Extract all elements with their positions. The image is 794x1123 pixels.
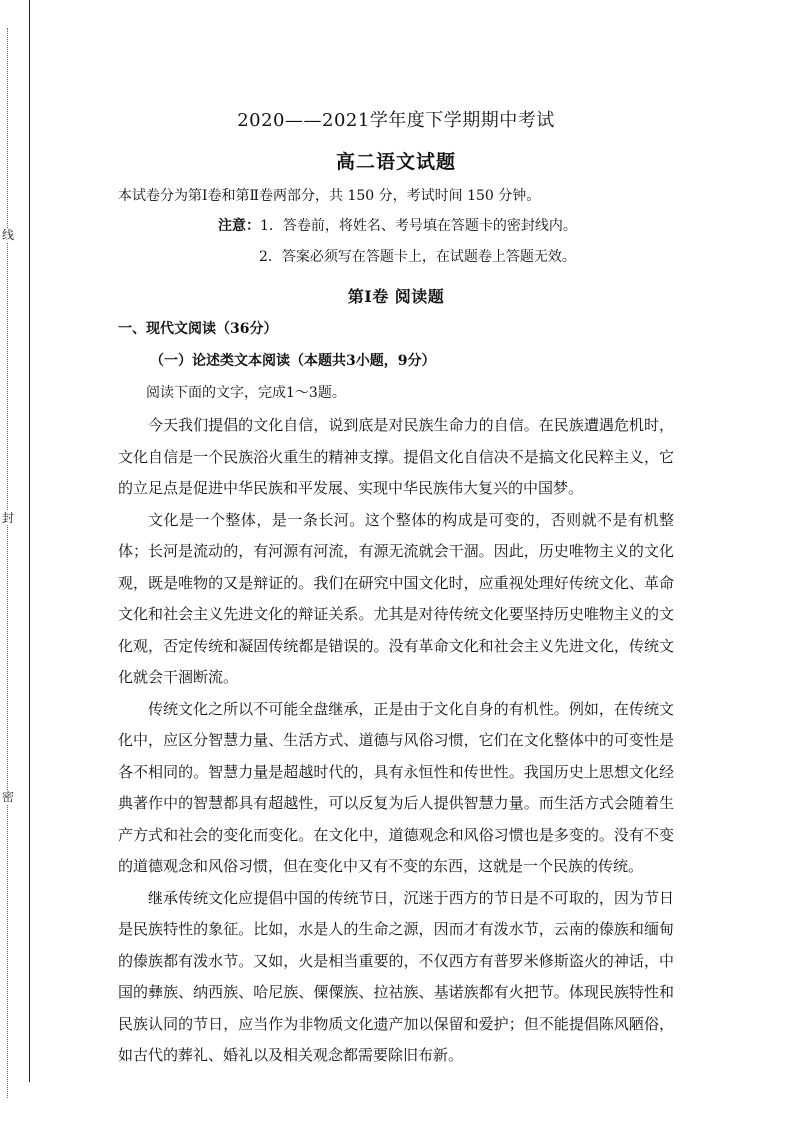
section-heading: 一、现代文阅读（36分）	[118, 321, 278, 337]
reading-passage	[118, 410, 674, 1072]
subsection-heading: （一）论述类文本阅读（本题共3小题，9分）	[150, 353, 436, 369]
reading-instruction: 阅读下面的文字，完成1～3题。	[146, 385, 346, 401]
seal-line-dotted	[7, 28, 8, 1098]
notice-text-1: 1．答卷前，将姓名、考号填在答题卡的密封线内。	[260, 218, 577, 234]
seal-label-feng: 封	[1, 511, 14, 525]
seal-label-xian: 线	[1, 228, 14, 242]
passage-paragraph: 今天我们提倡的文化自信，说到底是对民族生命力的自信。在民族遭遇危机时，文化自信是一个民族浴火重生的精神支撑。提倡文化自信决不是搞文化民粹主义，它的立足点是促进中华民族和平发展、实现中华民族伟大复兴的中国梦。	[118, 416, 674, 497]
part-title: 第Ⅰ卷 阅读题	[347, 287, 445, 306]
exam-intro: 本试卷分为第Ⅰ卷和第Ⅱ卷两部分，共 150 分，考试时间 150 分钟。	[118, 188, 541, 204]
exam-title: 2020——2021学年度下学期期中考试	[237, 110, 555, 131]
notice-item-2: 2．答案必须写在答题卡上，在试题卷上答题无效。	[259, 249, 576, 265]
margin-rule	[29, 0, 30, 1082]
notice-label: 注意：	[218, 218, 260, 234]
exam-subtitle: 高二语文试题	[335, 151, 456, 173]
notice-item-1	[218, 216, 577, 236]
seal-label-mi: 密	[1, 790, 14, 804]
passage-paragraph: 继承传统文化应提倡中国的传统节日，沉迷于西方的节日是不可取的，因为节日是民族特性的象征。比如，水是人的生命之源，因而才有泼水节，云南的傣族和缅甸的傣族都有泼水节。又如，火是相当重要的，不仅西方有普罗米修斯盗火的神话，中国的彝族、纳西族、哈尼族、傈僳族、拉祜族、基诺族都有火把节。体现民族特性和民族认同的节日，应当作为非物质文化遗产加以保留和爱护；但不能提倡陈风陋俗，如古代的葬礼、婚礼以及相关观念都需要除旧布新。	[118, 888, 674, 1064]
passage-paragraph: 文化是一个整体，是一条长河。这个整体的构成是可变的，否则就不是有机整体；长河是流动的，有河源有河流，有源无流就会干涸。因此，历史唯物主义的文化观，既是唯物的又是辩证的。我们在研究中国文化时，应重视处理好传统文化、革命文化和社会主义先进文化的辩证关系。尤其是对待传统文化要坚持历史唯物主义的文化观，否定传统和凝固传统都是错误的。没有革命文化和社会主义先进文化，传统文化就会干涸断流。	[118, 510, 674, 686]
passage-paragraph: 传统文化之所以不可能全盘继承，正是由于文化自身的有机性。例如，在传统文化中，应区分智慧力量、生活方式、道德与风俗习惯，它们在文化整体中的可变性是各不相同的。智慧力量是超越时代的，具有永恒性和传世性。我国历史上思想文化经典著作中的智慧都具有超越性，可以反复为后人提供智慧力量。而生活方式会随着生产方式和社会的变化而变化。在文化中，道德观念和风俗习惯也是多变的。没有不变的道德观念和风俗习惯，但在变化中又有不变的东西，这就是一个民族的传统。	[118, 699, 674, 875]
